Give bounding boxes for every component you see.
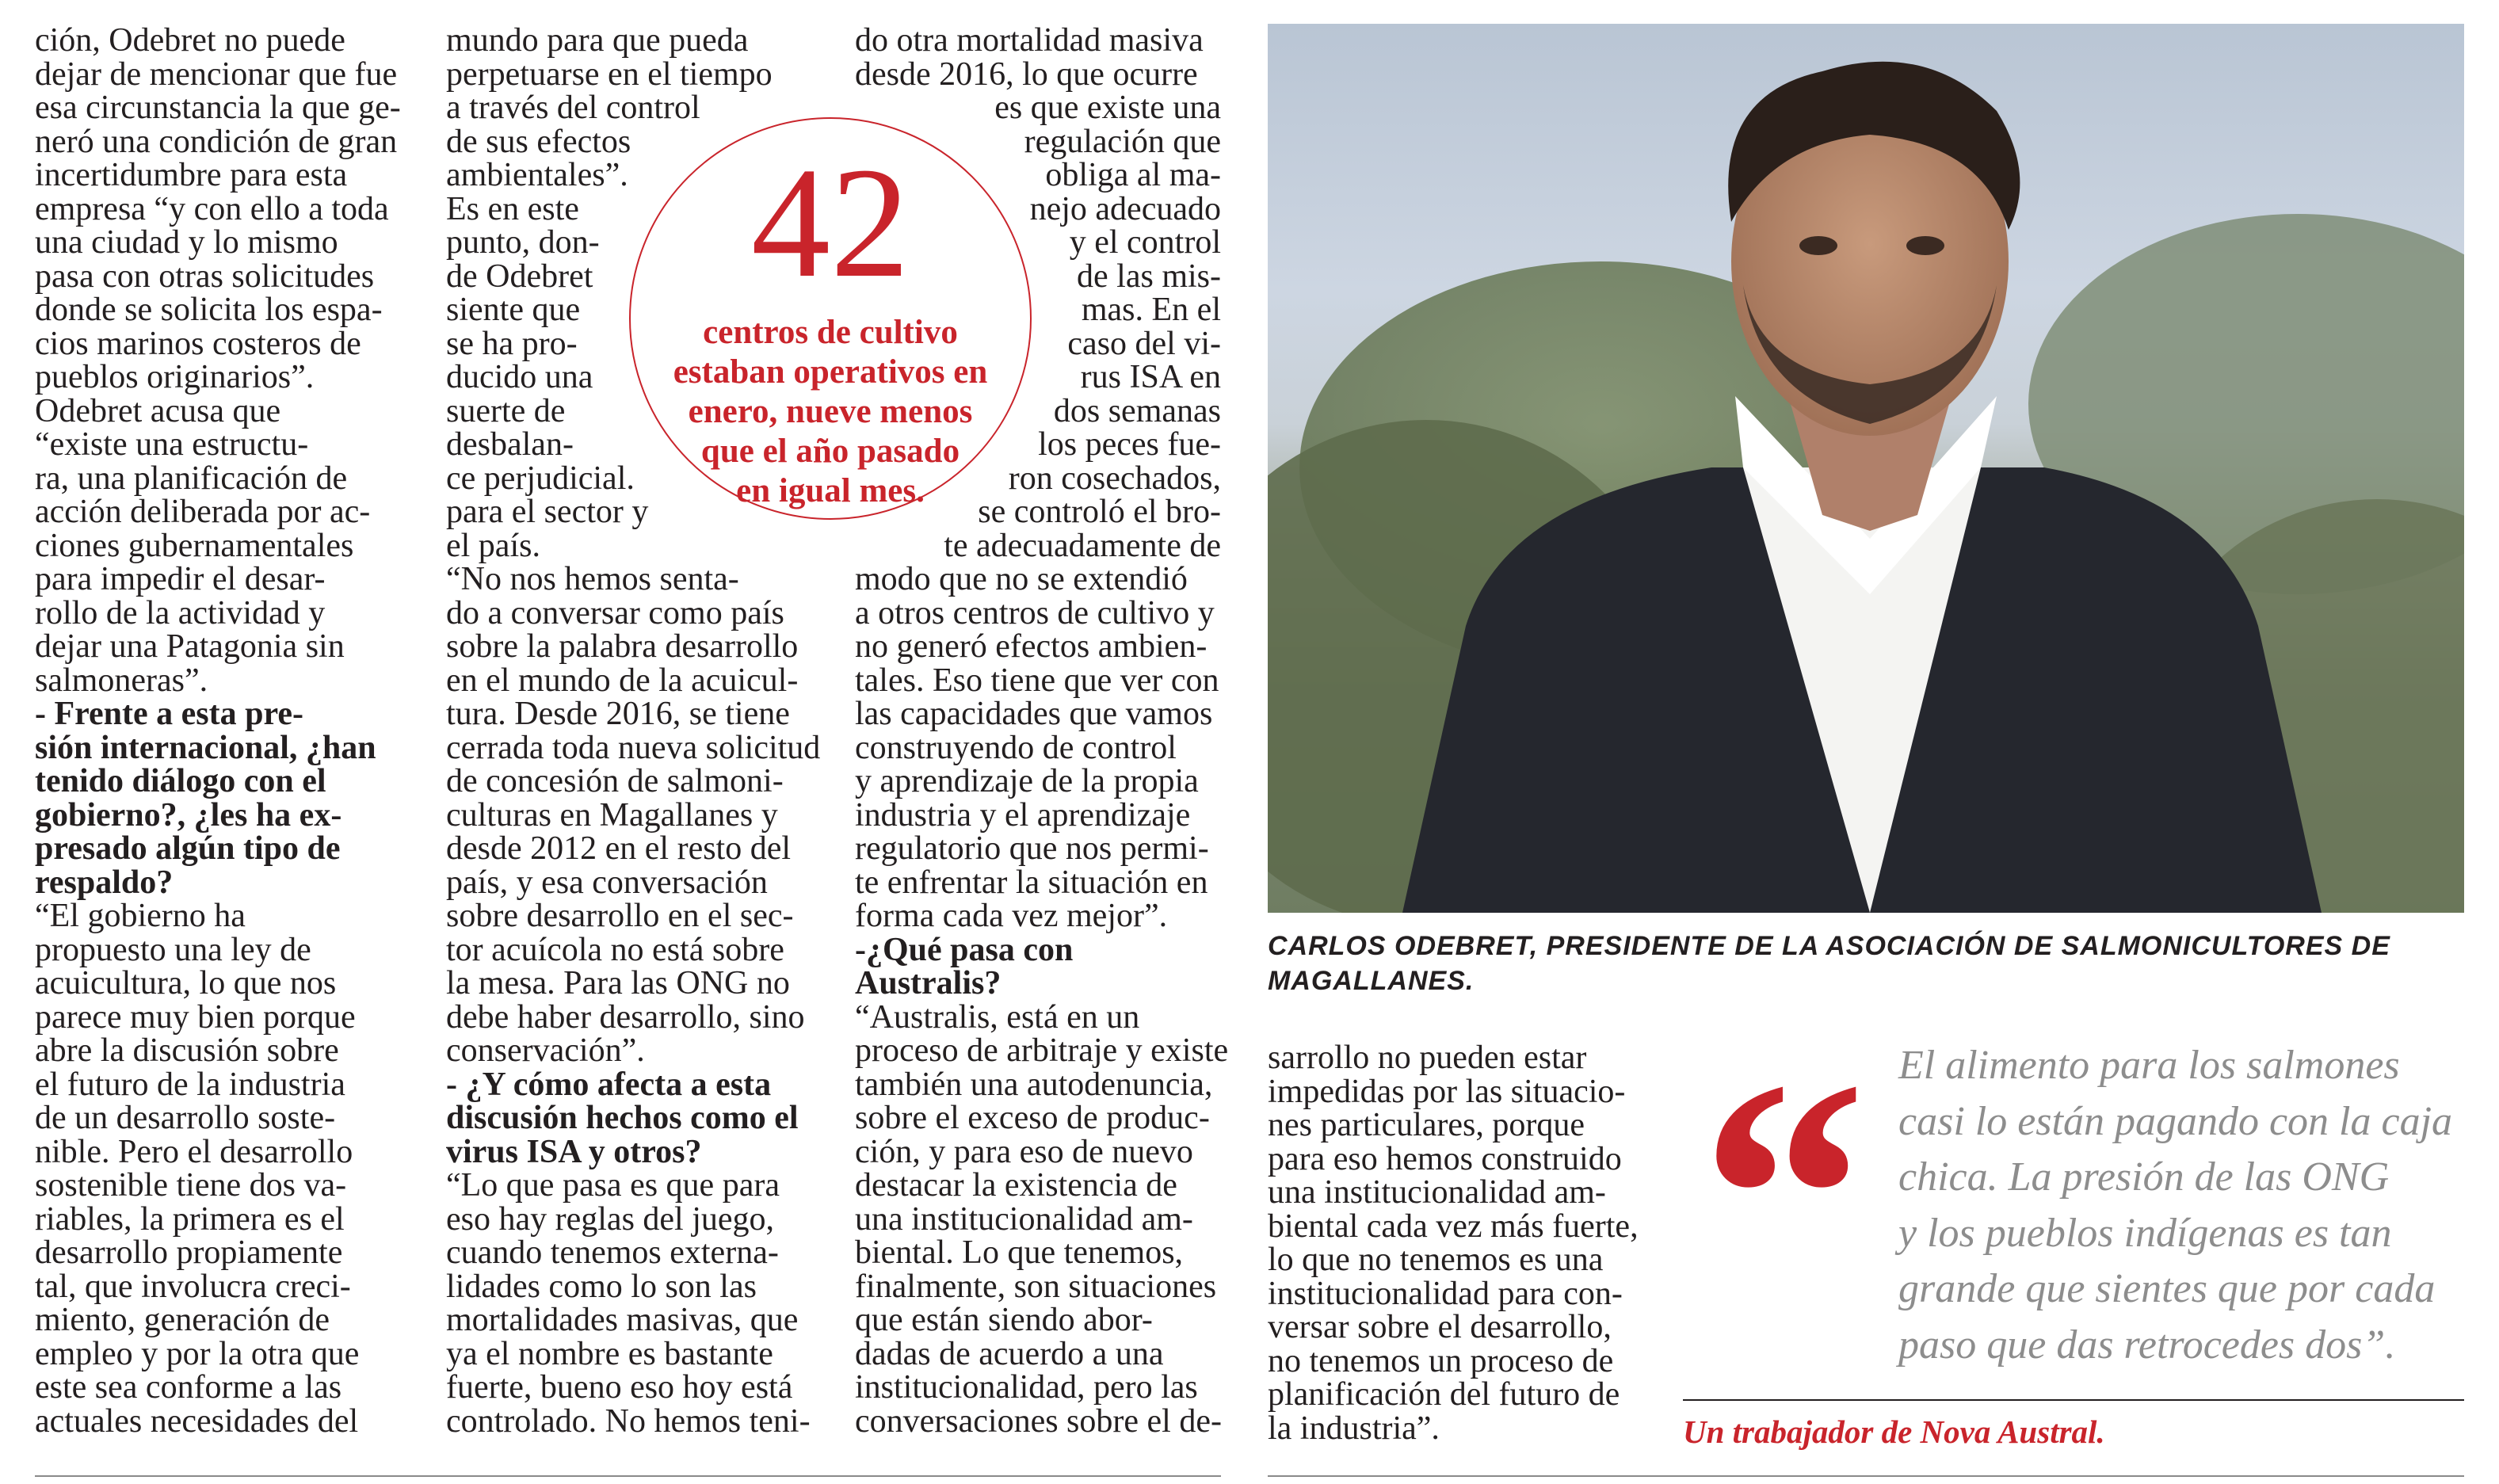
stat-description-line: enero, nueve menos (688, 393, 973, 430)
article-text-line: en el mundo de la acuicul- (446, 662, 799, 699)
stat-description-line: que el año pasado (700, 433, 960, 470)
article-text-line: miento, generación de (35, 1302, 330, 1338)
article-text-line: biental. Lo que tenemos, (855, 1234, 1184, 1271)
interview-question-line: respaldo? (35, 864, 174, 901)
article-text-line: país, y esa conversación (446, 864, 768, 901)
article-text-line: la industria”. (1268, 1410, 1440, 1447)
article-text-line: que están siendo abor- (855, 1302, 1153, 1338)
article-text-line: dejar de mencionar que fue (35, 55, 398, 93)
article-text-line: forma cada vez mejor”. (855, 898, 1168, 934)
article-text-line: acción deliberada por ac- (35, 494, 371, 530)
pull-quote-line: El alimento para los salmones (1898, 1043, 2400, 1088)
article-text-line: destacar la existencia de (855, 1167, 1177, 1204)
article-text-line: las capacidades que vamos (855, 696, 1213, 732)
article-text-line: do a conversar como país (446, 594, 784, 631)
article-text-line: una ciudad y lo mismo (35, 224, 338, 261)
article-text-line: conservación”. (446, 1032, 645, 1069)
article-text-line: el país. (446, 527, 540, 564)
article-text-line: finalmente, son situaciones (855, 1268, 1217, 1305)
article-text-line: regulatorio que nos permi- (855, 830, 1209, 867)
pull-quote (1898, 1038, 2477, 1373)
article-text-line: empleo y por la otra que (35, 1335, 360, 1372)
article-text-line: “Lo que pasa es que para (446, 1167, 780, 1204)
article-text-line: este sea conforme a las (35, 1369, 342, 1406)
article-text-line: ambientales”. (446, 157, 628, 193)
pull-quote-line: y los pueblos indígenas es tan (1898, 1210, 2392, 1256)
interview-question-line: discusión hechos como el (446, 1100, 799, 1136)
article-text-line: do otra mortalidad masiva (855, 22, 1204, 59)
article-text-line: dejar una Patagonia sin (35, 628, 345, 665)
article-text-line: modo que no se extendió (855, 561, 1188, 597)
stat-description (642, 313, 1019, 511)
article-text-line: riables, la primera es el (35, 1200, 345, 1238)
article-text-line: te adecuadamente de (944, 527, 1221, 564)
pull-quote-line: chica. La presión de las ONG (1898, 1154, 2390, 1200)
article-text-line: “El gobierno ha (35, 898, 246, 934)
article-text-line: tal, que involucra creci- (35, 1268, 351, 1305)
article-text-line: industria y el aprendizaje (855, 796, 1191, 834)
article-column-4 (1268, 1040, 1639, 1447)
article-text-line: nes particulares, porque (1268, 1107, 1585, 1143)
article-text-line: ducido una (446, 359, 593, 395)
article-text-line: y el control (1069, 224, 1221, 261)
article-text-line: punto, don- (446, 224, 600, 261)
interview-question-line: sión internacional, ¿han (35, 729, 376, 766)
article-text-line: de concesión de salmoni- (446, 763, 784, 799)
article-text-line: parece muy bien porque (35, 998, 356, 1036)
article-text-line: perpetuarse en el tiempo (446, 55, 773, 93)
article-text-line: de un desarrollo soste- (35, 1100, 336, 1136)
article-text-line: biental cada vez más fuerte, (1268, 1207, 1639, 1245)
portrait-photo (1268, 24, 2464, 913)
interview-question-line: - Frente a esta pre- (35, 696, 303, 732)
article-text-line: dos semanas (1053, 392, 1221, 429)
article-text-line: de Odebret (446, 258, 593, 295)
article-text-line: tales. Eso tiene que ver con (855, 662, 1219, 699)
article-text-line: sarrollo no pueden estar (1268, 1040, 1587, 1076)
article-text-line: construyendo de control (855, 729, 1177, 766)
article-text-line: es que existe una (994, 90, 1221, 126)
pull-quote-line: grande que sientes que por cada (1898, 1266, 2436, 1311)
pull-quote-line: paso que das retrocedes dos”. (1898, 1322, 2396, 1368)
article-text-line: ya el nombre es bastante (446, 1335, 773, 1372)
interview-question-line: virus ISA y otros? (446, 1133, 702, 1170)
article-text-line: actuales necesidades del (35, 1402, 359, 1440)
article-text-line: lidades como lo son las (446, 1268, 757, 1305)
article-text-line: lo que no tenemos es una (1268, 1242, 1604, 1278)
stat-description-line: centros de cultivo (703, 314, 958, 351)
article-column-1 (35, 24, 401, 1438)
interview-question-line: Australis? (855, 965, 1002, 1001)
article-text-line: una institucionalidad am- (855, 1200, 1193, 1238)
article-text-line: institucionalidad, pero las (855, 1369, 1198, 1406)
article-text-line: ra, una planificación de (35, 460, 348, 497)
article-text-line: nejo adecuado (1029, 190, 1221, 227)
article-text-line: esa circunstancia la que ge- (35, 90, 401, 126)
article-text-line: ciones gubernamentales (35, 527, 354, 564)
article-text-line: suerte de (446, 392, 566, 429)
article-text-line: el futuro de la industria (35, 1066, 345, 1103)
article-text-line: versar sobre el desarrollo, (1268, 1309, 1612, 1345)
article-text-line: para impedir el desar- (35, 561, 326, 597)
article-text-line: mortalidades masivas, que (446, 1302, 799, 1338)
article-text-line: debe haber desarrollo, sino (446, 998, 805, 1036)
article-text-line: a través del control (446, 90, 700, 126)
interview-question-line: -¿Qué pasa con (855, 931, 1074, 968)
portrait-illustration (1268, 24, 2464, 913)
stat-number: 42 (751, 135, 910, 311)
article-text-line: cios marinos costeros de (35, 325, 361, 362)
article-text-line: sobre el exceso de produc- (855, 1100, 1210, 1136)
article-text-line: institucionalidad para con- (1268, 1275, 1623, 1312)
article-text-line: rollo de la actividad y (35, 594, 326, 631)
article-text-line: tura. Desde 2016, se tiene (446, 696, 790, 732)
stat-callout (629, 117, 1032, 520)
article-text-line: regulación que (1024, 123, 1221, 160)
article-text-line: donde se solicita los espa- (35, 292, 383, 328)
article-text-line: caso del vi- (1067, 325, 1221, 362)
article-text-line: ce perjudicial. (446, 460, 635, 497)
article-text-line: planificación del futuro de (1268, 1376, 1620, 1413)
article-text-line: conversaciones sobre el de- (855, 1402, 1222, 1440)
article-text-line: mas. En el (1081, 292, 1221, 328)
article-text-line: los peces fue- (1038, 426, 1221, 463)
interview-question-line: gobierno?, ¿les ha ex- (35, 796, 342, 834)
article-text-line: nible. Pero el desarrollo (35, 1133, 353, 1170)
article-text-line: ción, Odebret no puede (35, 22, 345, 59)
article-text-line: propuesto una ley de (35, 931, 311, 968)
article-text-line: cuando tenemos externa- (446, 1234, 779, 1271)
photo-caption: CARLOS ODEBRET, PRESIDENTE DE LA ASOCIACIÓN DE SALMONICULTORES DE MAGALLANES. (1268, 931, 2390, 996)
article-text-line: Odebret acusa que (35, 392, 281, 429)
article-text-line: “Australis, está en un (855, 998, 1140, 1036)
article-text-line: salmoneras”. (35, 662, 208, 699)
page-bottom-rule-left (35, 1475, 1221, 1477)
article-text-line: ron cosechados, (1008, 460, 1221, 497)
article-text-line: sobre desarrollo en el sec- (446, 898, 794, 934)
article-text-line: empresa “y con ello a toda (35, 190, 389, 227)
article-text-line: se controló el bro- (978, 494, 1221, 530)
stat-description-line: estaban operativos en (673, 353, 988, 391)
article-text-line: ción, y para eso de nuevo (855, 1133, 1193, 1170)
pull-quote-line: casi lo están pagando con la caja (1898, 1098, 2453, 1144)
article-text-line: desde 2016, lo que ocurre (855, 55, 1198, 93)
article-text-line: no generó efectos ambien- (855, 628, 1208, 665)
article-text-line: siente que (446, 292, 581, 328)
article-text-line: una institucionalidad am- (1268, 1174, 1606, 1211)
article-text-line: rus ISA en (1080, 359, 1221, 395)
article-text-line: tor acuícola no está sobre (446, 931, 784, 968)
article-text-line: proceso de arbitraje y existe (855, 1032, 1229, 1069)
article-text-line: desarrollo propiamente (35, 1234, 343, 1271)
article-text-line: no tenemos un proceso de (1268, 1342, 1614, 1379)
article-text-line: pasa con otras solicitudes (35, 258, 375, 295)
article-text-line: cerrada toda nueva solicitud (446, 729, 821, 766)
article-text-line: sostenible tiene dos va- (35, 1167, 347, 1204)
article-text-line: también una autodenuncia, (855, 1066, 1213, 1103)
page-bottom-rule-right (1268, 1475, 2464, 1477)
article-text-line: eso hay reglas del juego, (446, 1200, 775, 1238)
stat-description-line: en igual mes. (736, 472, 925, 509)
article-text-line: abre la discusión sobre (35, 1032, 339, 1069)
article-text-line: acuicultura, lo que nos (35, 965, 337, 1001)
article-text-line: fuerte, bueno eso hoy está (446, 1369, 793, 1406)
interview-question-line: - ¿Y cómo afecta a esta (446, 1066, 772, 1103)
article-text-line: incertidumbre para esta (35, 157, 348, 193)
article-text-line: obliga al ma- (1045, 157, 1221, 193)
article-text-line: mundo para que pueda (446, 22, 749, 59)
article-text-line: “existe una estructu- (35, 426, 309, 463)
article-text-line: la mesa. Para las ONG no (446, 965, 790, 1001)
article-text-line: te enfrentar la situación en (855, 864, 1208, 901)
article-text-line: desde 2012 en el resto del (446, 830, 792, 867)
quote-divider (1683, 1399, 2464, 1401)
article-text-line: se ha pro- (446, 325, 578, 362)
article-text-line: controlado. No hemos teni- (446, 1402, 811, 1440)
article-text-line: “No nos hemos senta- (446, 561, 739, 597)
article-text-line: Es en este (446, 190, 579, 227)
quote-attribution: Un trabajador de Nova Austral. (1683, 1413, 2105, 1450)
article-text-line: para el sector y (446, 494, 649, 530)
interview-question-line: presado algún tipo de (35, 830, 341, 867)
article-text-line: y aprendizaje de la propia (855, 763, 1199, 799)
article-text-line: impedidas por las situacio- (1268, 1073, 1626, 1110)
quote-mark-icon: “ (1700, 1012, 1867, 1380)
article-text-line: desbalan- (446, 426, 574, 463)
article-text-line: a otros centros de cultivo y (855, 594, 1215, 631)
article-text-line: pueblos originarios”. (35, 359, 315, 395)
interview-question-line: tenido diálogo con el (35, 763, 326, 799)
article-text-line: de sus efectos (446, 123, 631, 160)
article-text-line: neró una condición de gran (35, 123, 398, 160)
article-text-line: de las mis- (1077, 258, 1221, 295)
article-text-line: sobre la palabra desarrollo (446, 628, 799, 665)
article-text-line: culturas en Magallanes y (446, 796, 778, 834)
article-text-line: dadas de acuerdo a una (855, 1335, 1164, 1372)
article-text-line: para eso hemos construido (1268, 1140, 1622, 1177)
